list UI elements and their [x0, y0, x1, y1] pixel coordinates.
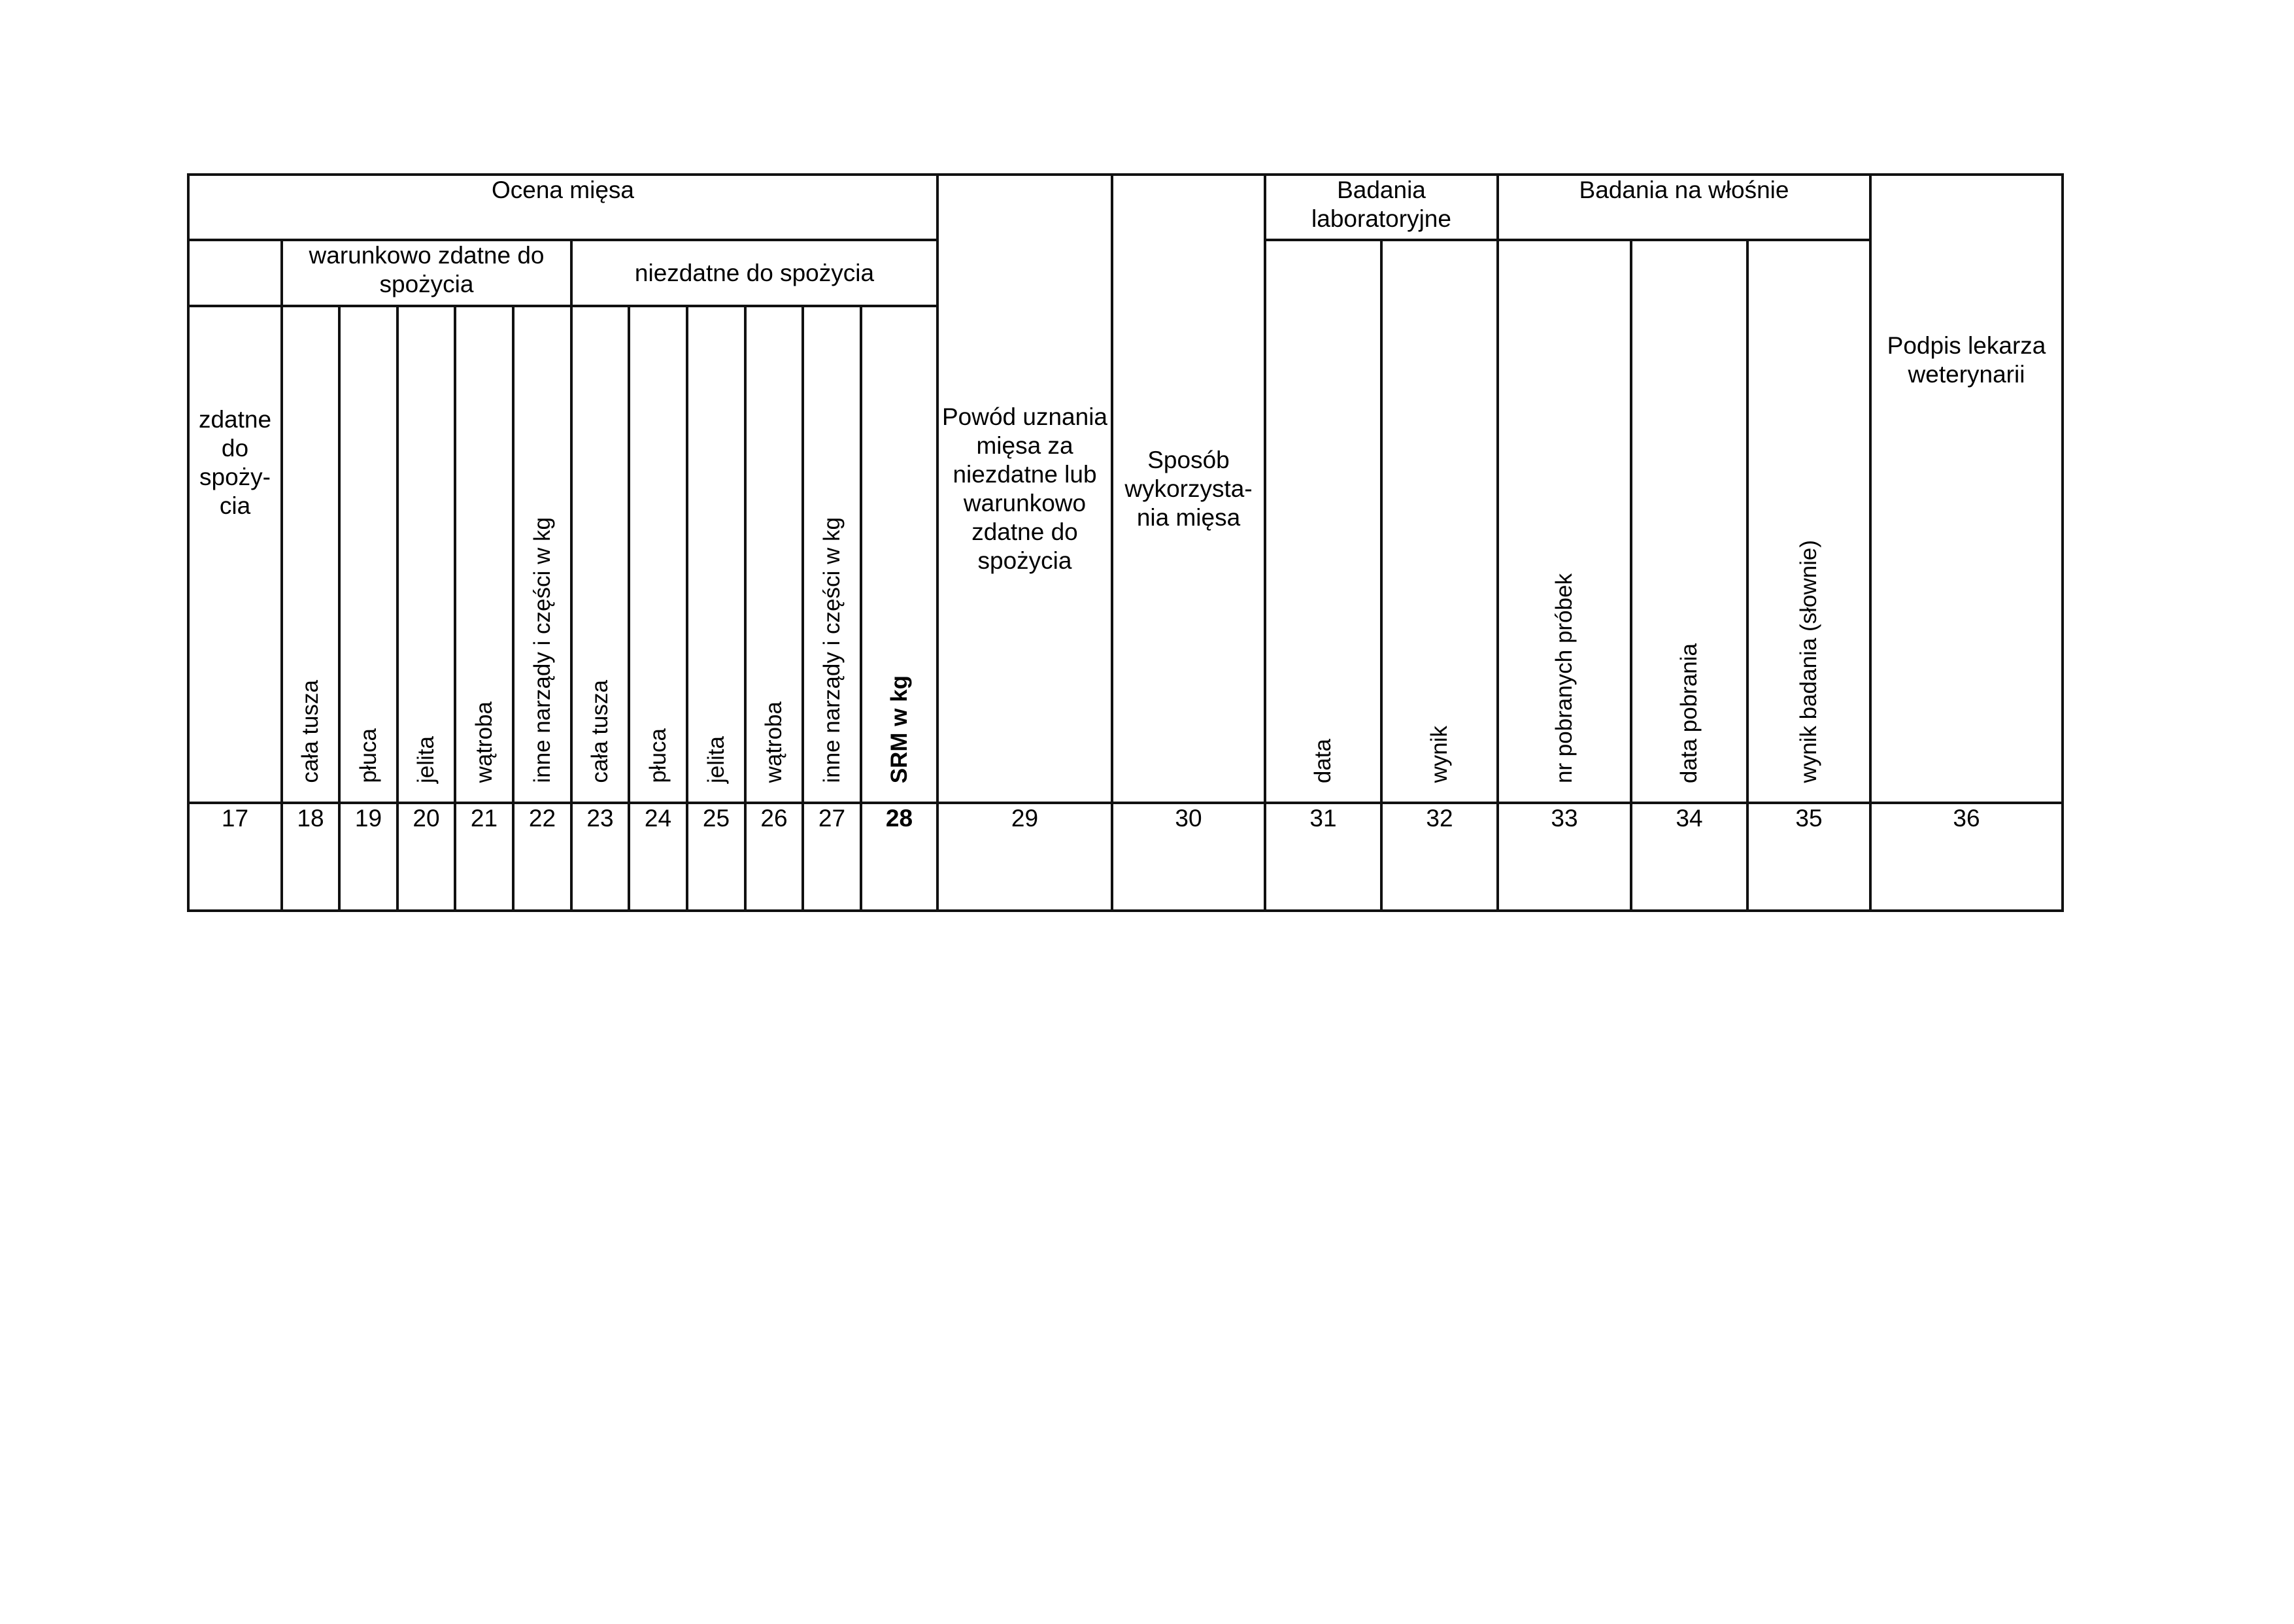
number-18: 18 [282, 803, 339, 911]
col-33-label: nr pobranych próbek [1551, 573, 1577, 783]
col-31-label: data [1310, 738, 1336, 783]
header-ocena-miesa: Ocena mięsa [188, 175, 937, 240]
col-23-label: cała tusza [587, 680, 613, 783]
number-33: 33 [1498, 803, 1631, 911]
col-23-header [571, 306, 629, 803]
col-27-label: inne narządy i części w kg [818, 517, 845, 783]
col-24-header [629, 306, 687, 803]
number-19: 19 [339, 803, 397, 911]
col-25-label: jelita [703, 736, 729, 783]
col-27-header [803, 306, 861, 803]
col-18-header [282, 306, 339, 803]
header-niezdatne: niezdatne do spożycia [571, 240, 937, 306]
col-21-label: wątroba [471, 702, 497, 783]
col-35-header [1747, 240, 1870, 803]
number-32: 32 [1381, 803, 1498, 911]
number-25: 25 [687, 803, 745, 911]
header-badania-na-wlosnie: Badania na włośnie [1498, 175, 1870, 240]
header-zdatne: zdatne do spoży- cia [188, 306, 282, 803]
col-33-header [1498, 240, 1631, 803]
col-20-label: jelita [413, 736, 439, 783]
col-22-label: inne narządy i części w kg [529, 517, 555, 783]
number-17: 17 [188, 803, 282, 911]
number-26: 26 [745, 803, 803, 911]
header-podpis: Podpis lekarza weterynarii [1870, 175, 2063, 803]
header-warunkowo-zdatne: warunkowo zdatne do spożycia [282, 240, 571, 306]
col-24-label: płuca [645, 728, 671, 783]
number-20: 20 [397, 803, 455, 911]
number-34: 34 [1631, 803, 1747, 911]
col-21-header [455, 306, 513, 803]
header-powod: Powód uznania mięsa za niezdatne lub warunkowo zdatne do spożycia [937, 175, 1112, 803]
col-32-label: wynik [1426, 726, 1452, 783]
col-26-label: wątroba [761, 702, 786, 783]
number-35: 35 [1747, 803, 1870, 911]
number-21: 21 [455, 803, 513, 911]
number-22: 22 [513, 803, 571, 911]
col-32-header [1381, 240, 1498, 803]
col-28-header [861, 306, 937, 803]
col-18-label: cała tusza [297, 680, 323, 783]
number-24: 24 [629, 803, 687, 911]
col-26-header [745, 306, 803, 803]
col-19-label: płuca [355, 728, 381, 783]
col-22-header [513, 306, 571, 803]
number-23: 23 [571, 803, 629, 911]
col-35-label: wynik badania (słownie) [1796, 540, 1821, 783]
header-empty-cell [188, 240, 282, 306]
col-19-header [339, 306, 397, 803]
number-31: 31 [1265, 803, 1381, 911]
header-badania-laboratoryjne: Badania laboratoryjne [1265, 175, 1498, 240]
col-34-label: data pobrania [1676, 643, 1702, 783]
number-30: 30 [1112, 803, 1265, 911]
col-25-header [687, 306, 745, 803]
col-31-header [1265, 240, 1381, 803]
number-28: 28 [861, 803, 937, 911]
col-28-label: SRM w kg [886, 675, 912, 783]
col-34-header [1631, 240, 1747, 803]
col-20-header [397, 306, 455, 803]
number-27: 27 [803, 803, 861, 911]
meat-assessment-table [187, 173, 2064, 912]
number-29: 29 [937, 803, 1112, 911]
number-36: 36 [1870, 803, 2063, 911]
header-sposob: Sposób wykorzysta- nia mięsa [1112, 175, 1265, 803]
